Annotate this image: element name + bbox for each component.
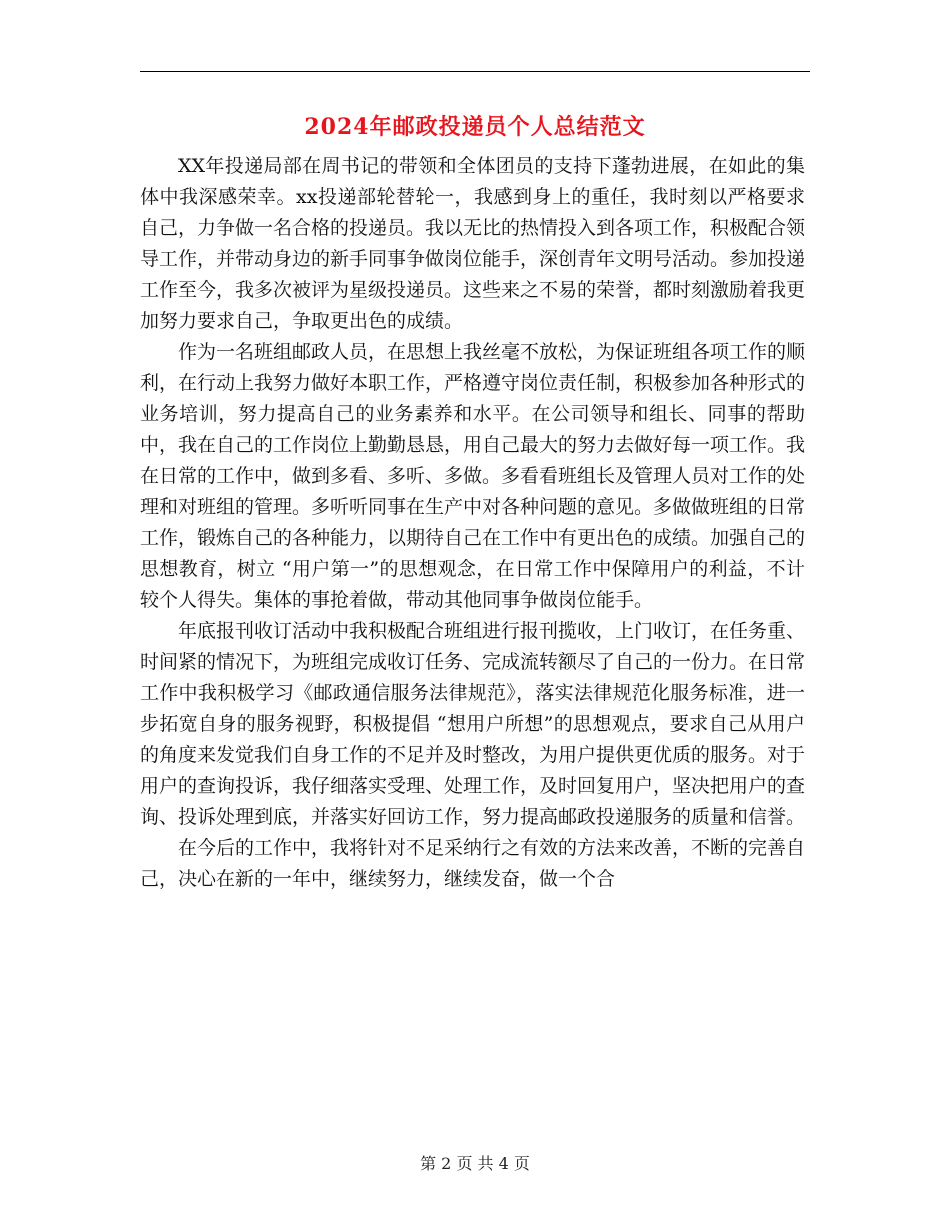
document-body bbox=[140, 151, 805, 895]
paragraph-1: XX年投递局部在周书记的带领和全体团员的支持下蓬勃进展，在如此的集体中我深感荣幸。xx投递部轮替轮一，我感到身上的重任，我时刻以严格要求自己，力争做一名合格的投递员。我以无比的热情投入到各项工作，积极配合领导工作，并带动身边的新手同事争做岗位能手，深创青年文明号活动。参加投递工作至今，我多次被评为星级投递员。这些来之不易的荣誉，都时刻激励着我更加努力要求自己，争取更出色的成绩。 bbox=[140, 155, 806, 332]
paragraph-2: 作为一名班组邮政人员，在思想上我丝毫不放松，为保证班组各项工作的顺利，在行动上我努力做好本职工作，严格遵守岗位责任制，积极参加各种形式的业务培训，努力提高自己的业务素养和水平。在公司领导和组长、同事的帮助中，我在自己的工作岗位上勤勤恳恳，用自己最大的努力去做好每一项工作。我在日常的工作中，做到多看、多听、多做。多看看班组长及管理人员对工作的处理和对班组的管理。多听听同事在生产中对各种问题的意见。多做做班组的日常工作，锻炼自己的各种能力，以期待自己在工作中有更出色的成绩。加强自己的思想教育，树立 “用户第一”的思想观念，在日常工作中保障用户的利益，不计较个人得失。集体的事抢着做，带动其他同事争做岗位能手。 bbox=[140, 341, 806, 611]
document-title: 2024年邮政投递员个人总结范文 bbox=[304, 114, 646, 140]
paragraph-3: 年底报刊收订活动中我积极配合班组进行报刊揽收，上门收订，在任务重、时间紧的情况下，为班组完成收订任务、完成流转额尽了自己的一份力。在日常工作中我积极学习《邮政通信服务法律规范》，落实法律规范化服务标准，进一步拓宽自身的服务视野，积极提倡 “想用户所想”的思想观点，要求自己从用户的角度来发觉我们自身工作的不足并及时整改，为用户提供更优质的服务。对于用户的查询投诉，我仔细落实受理、处理工作，及时回复用户，坚决把用户的查询、投诉处理到底，并落实好回访工作，努力提高邮政投递服务的质量和信誉。 bbox=[140, 620, 806, 828]
paragraph-4: 在今后的工作中，我将针对不足采纳行之有效的方法来改善，不断的完善自己，决心在新的一年中，继续努力，继续发奋，做一个合 bbox=[140, 837, 806, 890]
page-number: 第 2 页 共 4 页 bbox=[420, 1154, 530, 1173]
header-rule bbox=[140, 71, 810, 72]
